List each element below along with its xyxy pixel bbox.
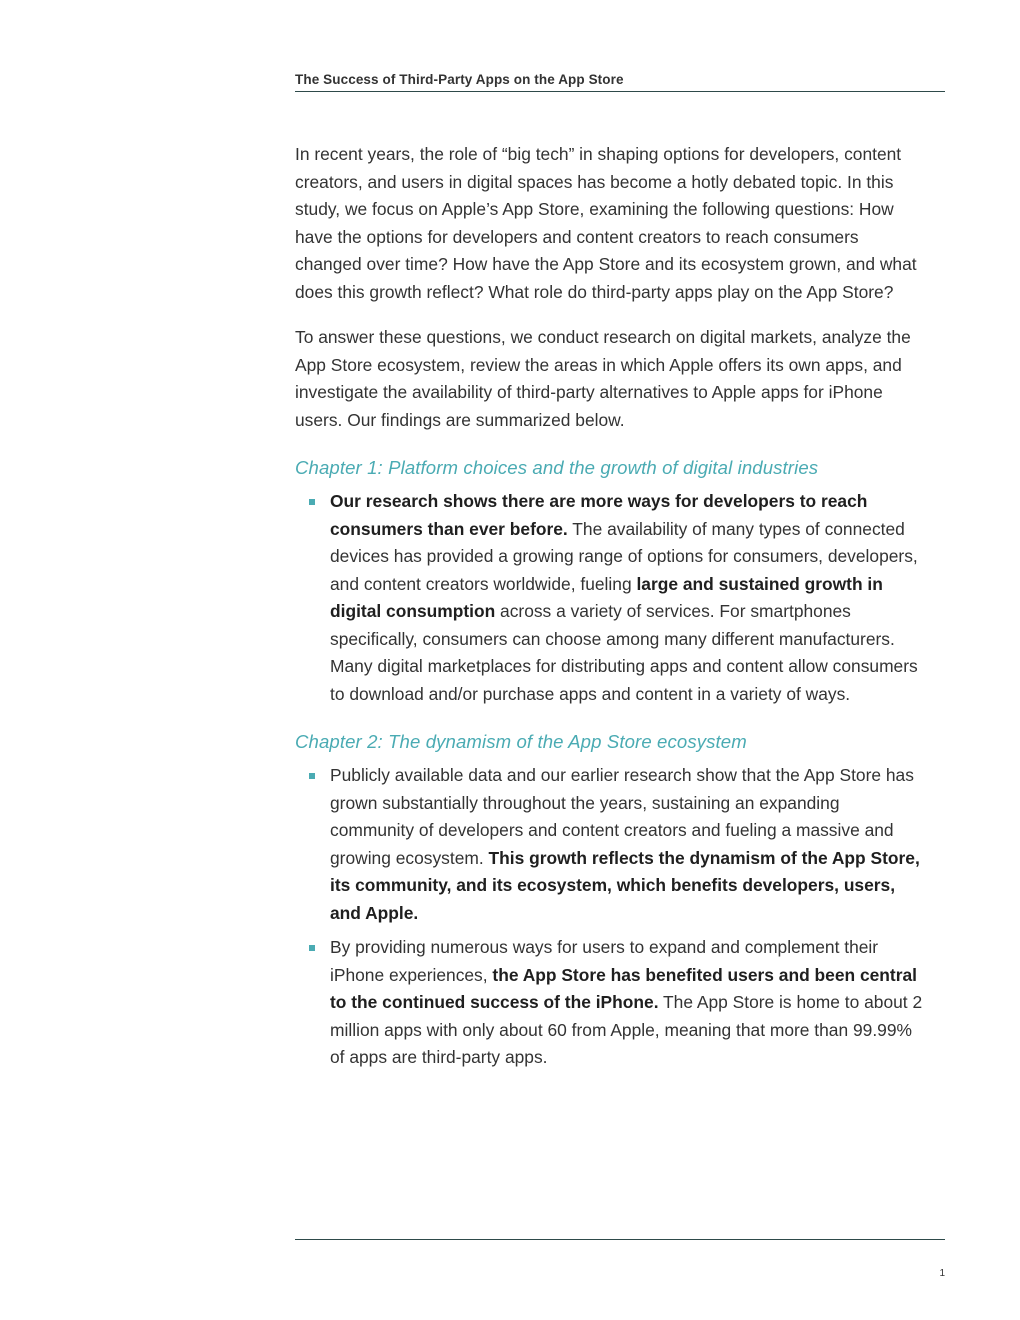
bold-text: Our research shows there are more ways for developers to reach consumers than ever before.: [330, 491, 868, 539]
intro-paragraph-2: To answer these questions, we conduct research on digital markets, analyze the App Store ecosystem, review the areas in which Apple offers its own apps, and investigate the availability of third-party alternatives to Apple apps for iPhone users. Our findings are summarized below.: [295, 327, 911, 430]
bold-text: the App Store has benefited users and been central to the continued success of the iPhone.: [330, 964, 917, 1012]
footer-divider: [295, 1239, 945, 1240]
body-text: across a variety of services. For smartphones specifically, consumers can choose among many different manufacturers. Many digital marketplaces for distributing apps and content allow consumers to download and/or purchase apps and content in a variety of ways.: [330, 601, 918, 704]
bold-text: large and sustained growth in digital consumption: [330, 573, 883, 621]
body-text: The availability of many types of connected devices has provided a growing range of options for consumers, developers, and content creators worldwide, fueling: [330, 518, 918, 594]
chapter-1-heading: Chapter 1: Platform choices and the growth of digital industries: [295, 457, 819, 478]
body-text: The App Store is home to about 2 million apps with only about 60 from Apple, meaning that more than 99.99% of apps are third-party apps.: [330, 992, 923, 1067]
square-bullet-icon: [309, 945, 315, 951]
page-number: 1: [939, 1268, 945, 1279]
body-text: By providing numerous ways for users to expand and complement their iPhone experiences,: [330, 937, 879, 985]
running-header: The Success of Third-Party Apps on the App Store: [295, 72, 945, 92]
page-body: [295, 141, 927, 1079]
chapter-2-bullet-1: [295, 762, 927, 927]
chapter-2-bullet-2: [295, 934, 927, 1072]
intro-paragraph-1: In recent years, the role of “big tech” in shaping options for developers, content creators, and users in digital spaces has become a hotly debated topic. In this study, we focus on Apple’s App Store, examining the following questions: How have the options for developers and content creators to reach consumers changed over time? How have the App Store and its ecosystem grown, and what does this growth reflect? What role do third-party apps play on the App Store?: [295, 144, 917, 302]
body-text: Publicly available data and our earlier research show that the App Store has grown substantially throughout the years, sustaining an expanding community of developers and content creators and fueling a massive and growing ecosystem.: [330, 765, 914, 868]
square-bullet-icon: [309, 499, 315, 505]
chapter-2-bullet-list: [295, 762, 927, 1072]
chapter-2-heading: Chapter 2: The dynamism of the App Store ecosystem: [295, 731, 747, 752]
bold-text: This growth reflects the dynamism of the App Store, its community, and its ecosystem, which benefits developers, users, and Apple.: [330, 847, 920, 923]
square-bullet-icon: [309, 773, 315, 779]
chapter-1-bullet-list: [295, 488, 927, 708]
chapter-1-bullet-1: [295, 488, 927, 708]
